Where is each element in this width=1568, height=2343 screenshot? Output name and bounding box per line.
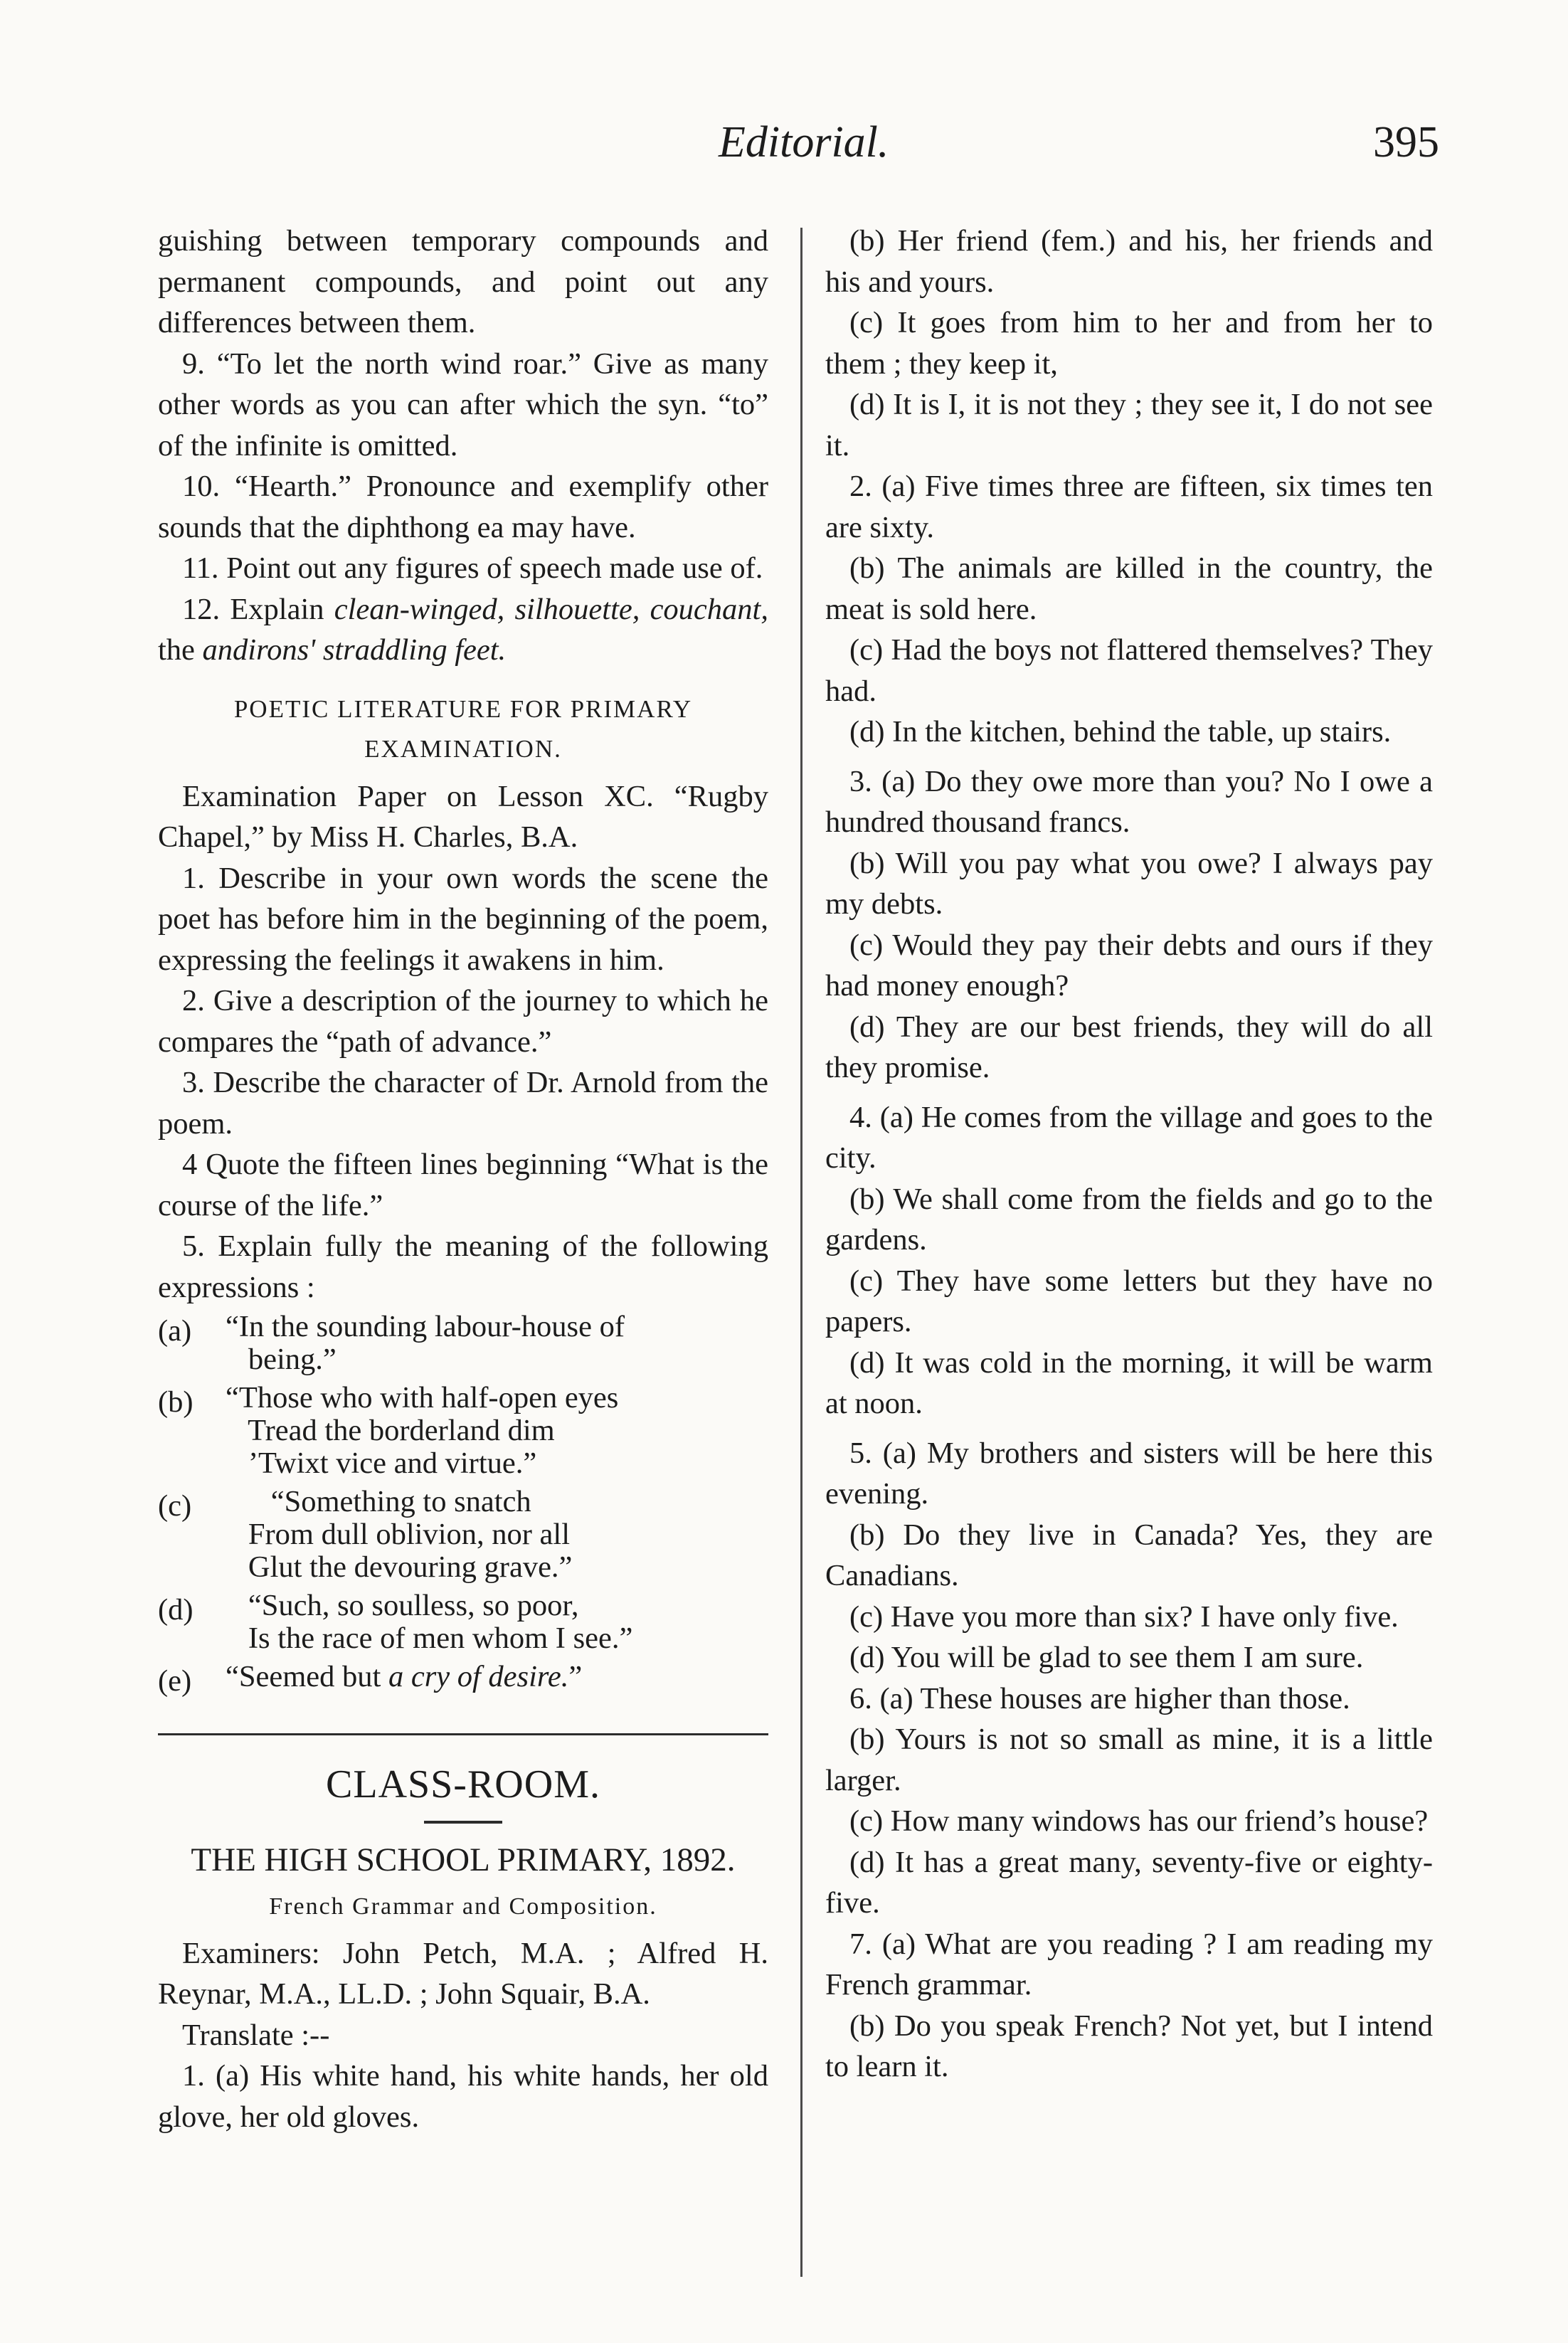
exam-subheading: French Grammar and Composition. <box>269 1893 657 1920</box>
examiners: Examiners: John Petch, M.A. ; Alfred H. Reynar, M.A., LL.D. ; John Squair, B.A. <box>158 1936 768 2011</box>
translation-item: 2. (a) Five times three are fifteen, six times ten are sixty. <box>825 470 1433 544</box>
quote-text <box>226 1661 582 1702</box>
translation-item: (b) Do you speak French? Not yet, but I intend to learn it. <box>825 2009 1433 2083</box>
translation-item: 4. (a) He comes from the village and goes to the city. <box>825 1100 1433 1175</box>
translation-item: 3. (a) Do they owe more than you? No I owe a hundred thousand francs. <box>825 764 1433 839</box>
left-column <box>158 221 768 2137</box>
quote-text: “Something to snatch From dull oblivion, nor all Glut the devouring grave.” <box>248 1485 573 1584</box>
poetic-question-2: 2. Give a description of the journey to which he compares the “path of advance.” <box>158 984 768 1059</box>
translation-item: 5. (a) My brothers and sisters will be here this evening. <box>825 1436 1433 1511</box>
running-title: Editorial. <box>719 118 889 166</box>
translation-item: (d) They are our best friends, they will do all they promise. <box>825 1010 1433 1084</box>
translation-item: (d) You will be glad to see them I am sure. <box>849 1641 1364 1674</box>
translation-item: (c) They have some letters but they have no papers. <box>825 1264 1433 1338</box>
quote-e-suffix: ” <box>568 1660 583 1693</box>
quote-text: “In the sounding labour-house of being.” <box>226 1310 625 1376</box>
quote-label: (d) <box>158 1593 194 1627</box>
right-column <box>825 221 1433 2088</box>
question-9: 9. “To let the north wind roar.” Give as many other words as you can after which the syn. “to” of the infinite is omitted. <box>158 347 768 462</box>
question-12-prefix: 12. Explain <box>182 592 334 626</box>
short-rule <box>424 1821 502 1824</box>
paragraph: guishing between temporary compounds and permanent compounds, and point out any differences between them. <box>158 224 768 339</box>
running-head <box>0 117 1568 196</box>
page-number: 395 <box>1373 118 1439 166</box>
poetic-question-1: 1. Describe in your own words the scene the poet has before him in the beginning of the poem, expressing the feelings it awakens in him. <box>158 861 768 977</box>
quote-label: (a) <box>158 1314 192 1348</box>
quote-label: (c) <box>158 1489 192 1523</box>
translation-item: (c) Had the boys not flattered themselves? They had. <box>825 633 1433 708</box>
translation-item: (b) Yours is not so small as mine, it is a little larger. <box>825 1723 1433 1797</box>
poetic-question-3: 3. Describe the character of Dr. Arnold from the poem. <box>158 1066 768 1141</box>
question-12-term: andirons' straddling feet. <box>202 633 507 667</box>
quote-b <box>158 1382 768 1480</box>
quote-label: (e) <box>158 1664 192 1698</box>
quote-e-prefix: “Seemed but <box>226 1660 388 1693</box>
column-divider <box>800 228 802 2277</box>
translation-item: (c) It goes from him to her and from her to them ; they keep it, <box>825 306 1433 381</box>
translation-item-1a: 1. (a) His white hand, his white hands, her old glove, her old gloves. <box>158 2059 768 2134</box>
question-10: 10. “Hearth.” Pronounce and exemplify other sounds that the diphthong ea may have. <box>158 470 768 544</box>
exam-heading: THE HIGH SCHOOL PRIMARY, 1892. <box>191 1841 736 1878</box>
translate-instruction: Translate :-- <box>182 2018 330 2052</box>
question-11: 11. Point out any figures of speech made use of. <box>182 551 763 585</box>
translation-item: (b) We shall come from the fields and go to the gardens. <box>825 1182 1433 1257</box>
translation-item: (d) It was cold in the morning, it will be warm at noon. <box>825 1345 1433 1420</box>
translation-item: (c) Have you more than six? I have only five. <box>849 1599 1399 1634</box>
section-heading-poetic-literature: POETIC LITERATURE FOR PRIMARY EXAMINATION. <box>233 694 693 763</box>
translation-item: (b) Her friend (fem.) and his, her friends and his and yours. <box>825 224 1433 299</box>
translation-item: (d) It has a great many, seventy-five or eighty-five. <box>825 1845 1433 1920</box>
translation-item: (b) Will you pay what you owe? I always pay my debts. <box>825 846 1433 921</box>
translation-item: (b) Do they live in Canada? Yes, they are Canadians. <box>825 1518 1433 1592</box>
translation-item: (c) How many windows has our friend’s house? <box>849 1804 1429 1838</box>
question-12-middle: the <box>158 633 203 667</box>
translation-item: (b) The animals are killed in the country, the meat is sold here. <box>825 551 1433 626</box>
question-12-terms: clean-winged, silhouette, couchant, <box>334 592 768 626</box>
quote-c <box>158 1486 768 1584</box>
quote-text: “Those who with half-open eyes Tread the borderland dim ’Twixt vice and virtue.” <box>226 1381 619 1480</box>
poetic-question-5: 5. Explain fully the meaning of the following expressions : <box>158 1229 768 1304</box>
quote-e-italic: a cry of desire. <box>388 1660 569 1693</box>
quote-label: (b) <box>158 1385 194 1419</box>
translation-item: (c) Would they pay their debts and ours if they had money enough? <box>825 928 1433 1003</box>
translation-item: 7. (a) What are you reading ? I am reading my French grammar. <box>825 1927 1433 2001</box>
quote-e <box>158 1661 768 1702</box>
translation-item: 6. (a) These houses are higher than those. <box>849 1681 1350 1715</box>
quote-d <box>158 1590 768 1655</box>
section-rule <box>158 1733 768 1735</box>
class-room-heading: CLASS-ROOM. <box>326 1762 600 1807</box>
question-12 <box>158 589 768 671</box>
translation-item: (d) In the kitchen, behind the table, up stairs. <box>849 715 1392 749</box>
exam-paper-intro: Examination Paper on Lesson XC. “Rugby Chapel,” by Miss H. Charles, B.A. <box>158 779 768 854</box>
quote-a <box>158 1311 768 1376</box>
translation-item: (d) It is I, it is not they ; they see it, I do not see it. <box>825 388 1433 462</box>
poetic-question-4: 4 Quote the fifteen lines beginning “What is the course of the life.” <box>158 1148 768 1222</box>
quote-text: “Such, so soulless, so poor, Is the race of men whom I see.” <box>248 1589 633 1655</box>
